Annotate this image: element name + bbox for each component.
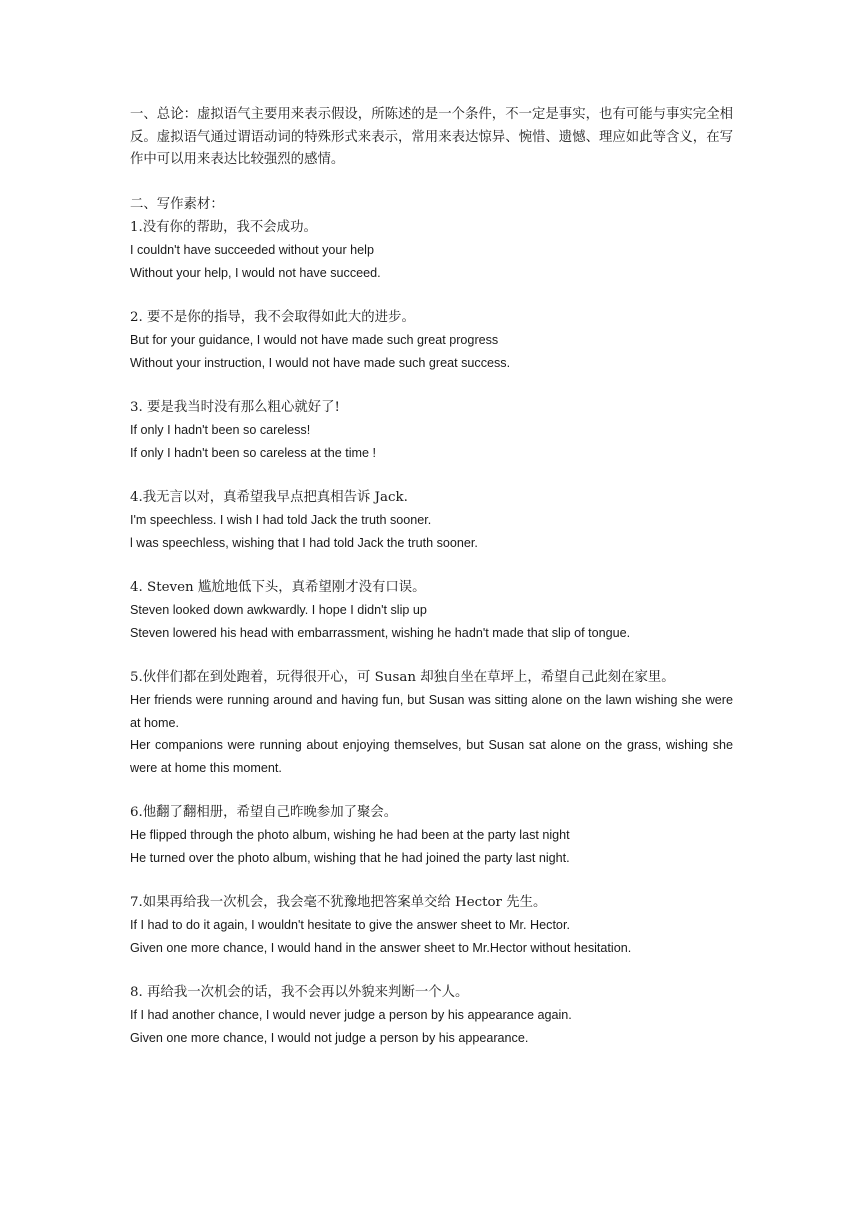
example-block: [130, 802, 733, 870]
example-english-1: He flipped through the photo album, wishing he had been at the party last night: [130, 828, 570, 842]
example-chinese: 6.他翻了翻相册，希望自己昨晚参加了聚会。: [130, 804, 398, 820]
example-chinese: 2. 要不是你的指导，我不会取得如此大的进步。: [130, 309, 415, 325]
example-chinese: 8. 再给我一次机会的话，我不会再以外貌来判断一个人。: [130, 984, 469, 1000]
spacer: [130, 959, 733, 982]
spacer: [130, 779, 733, 802]
example-chinese: 7.如果再给我一次机会，我会毫不犹豫地把答案单交给 Hector 先生。: [130, 894, 547, 910]
example-block: [130, 982, 733, 1050]
example-block: [130, 892, 733, 960]
example-english-2: He turned over the photo album, wishing that he had joined the party last night.: [130, 850, 570, 865]
document-page: [130, 104, 733, 1049]
example-english-2: Given one more chance, I would not judge a person by his appearance.: [130, 1030, 529, 1045]
example-chinese: 4. Steven 尴尬地低下头，真希望刚才没有口误。: [130, 579, 426, 595]
spacer: [130, 374, 733, 397]
example-english-1: I'm speechless. I wish I had told Jack the truth sooner.: [130, 513, 432, 527]
section-title: 二、写作素材：: [130, 197, 224, 212]
example-english-2: If only I hadn't been so careless at the time !: [130, 445, 377, 460]
example-block: [130, 667, 733, 780]
spacer: [130, 869, 733, 892]
example-english-2: Without your help, I would not have succeed.: [130, 265, 381, 280]
spacer: [130, 464, 733, 487]
example-english-1: If I had to do it again, I wouldn't hesitate to give the answer sheet to Mr. Hector.: [130, 918, 570, 932]
intro-paragraph: 一、总论：虚拟语气主要用来表示假设，所陈述的是一个条件，不一定是事实，也有可能与事实完全相反。虚拟语气通过谓语动词的特殊形式来表示，常用来表达惊异、惋惜、遗憾、理应如此等含义，在写作中可以用来表达比较强烈的感情。: [130, 107, 733, 167]
example-english-2: l was speechless, wishing that I had told Jack the truth sooner.: [130, 535, 478, 550]
example-english-2: Steven lowered his head with embarrassment, wishing he hadn't made that slip of tongue.: [130, 625, 631, 640]
spacer: [130, 284, 733, 307]
example-english-2: Given one more chance, I would hand in the answer sheet to Mr.Hector without hesitation.: [130, 940, 632, 955]
example-chinese: 5.伙伴们都在到处跑着，玩得很开心，可 Susan 却独自坐在草坪上，希望自己此刻在家里。: [130, 669, 675, 685]
example-block: [130, 577, 733, 645]
example-english-1: I couldn't have succeeded without your help: [130, 243, 374, 257]
example-block: [130, 307, 733, 375]
example-chinese: 4.我无言以对，真希望我早点把真相告诉 Jack.: [130, 489, 408, 505]
example-english-1: If only I hadn't been so careless!: [130, 423, 311, 437]
example-english-1: But for your guidance, I would not have made such great progress: [130, 333, 499, 347]
example-english-1: Her friends were running around and having fun, but Susan was sitting alone on the lawn wishing she were at home.: [130, 693, 733, 730]
example-block: [130, 397, 733, 465]
example-english-1: If I had another chance, I would never judge a person by his appearance again.: [130, 1008, 572, 1022]
example-english-1: Steven looked down awkwardly. I hope I didn't slip up: [130, 603, 427, 617]
example-english-2: Her companions were running about enjoying themselves, but Susan sat alone on the grass, wishing she were at home this moment.: [130, 738, 733, 775]
example-block: [130, 487, 733, 555]
example-block: [130, 217, 733, 285]
spacer: [130, 554, 733, 577]
example-chinese: 3. 要是我当时没有那么粗心就好了!: [130, 399, 340, 415]
example-chinese: 1.没有你的帮助，我不会成功。: [130, 219, 317, 235]
example-english-2: Without your instruction, I would not have made such great success.: [130, 355, 511, 370]
spacer: [130, 172, 733, 195]
spacer: [130, 644, 733, 667]
